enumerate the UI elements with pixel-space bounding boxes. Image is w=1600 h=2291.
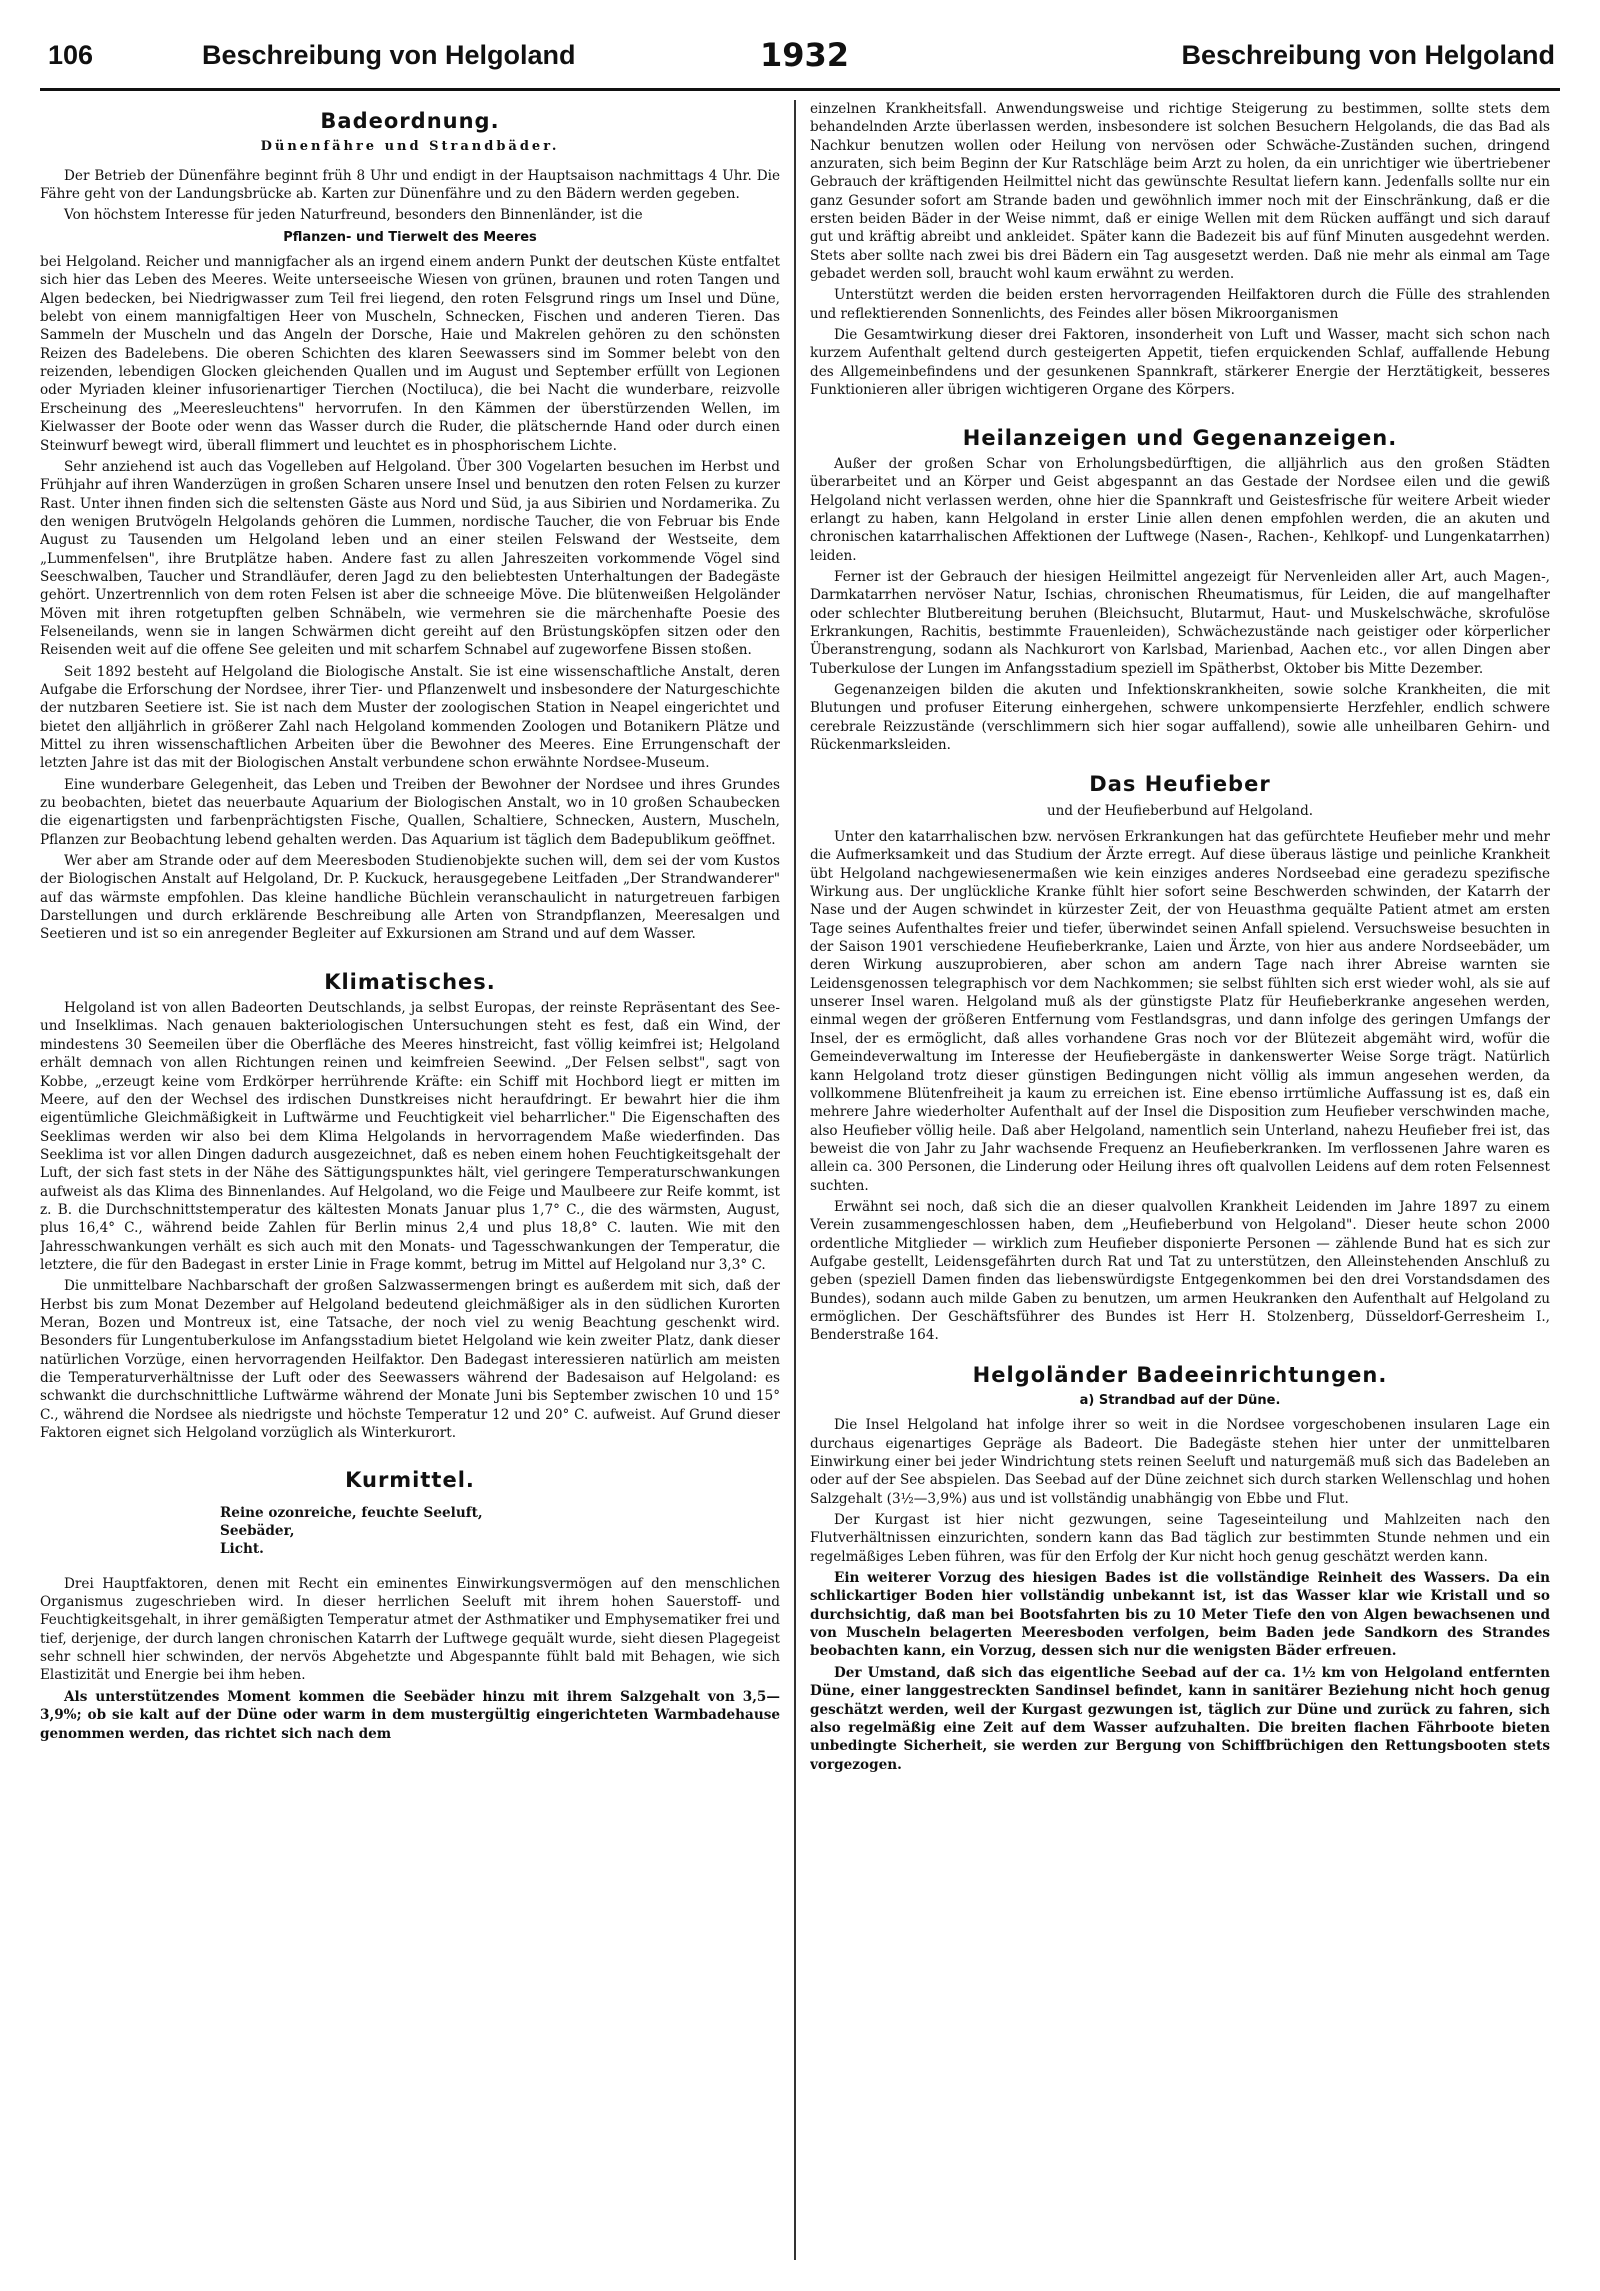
- paragraph: Sehr anziehend ist auch das Vogelleben auf Helgoland. Über 300 Vogelarten besuchen im Herbst und Frühjahr auf ihren Wanderzügen in großen Scharen unsere Insel und benutzen den roten Felsen zu kurzer Rast. Unter ihnen finden sich die seltensten Gäste aus Nord und Süd, ja aus Sibirien und Nordamerika. Zu den wenigen Brutvögeln Helgolands gehören die Lummen, nordische Taucher, die von Februar bis Ende August zu Tausenden um Helgoland leben und an einer steilen Felswand der Westseite, dem „Lummenfelsen", ihre Brutplätze haben. Andere fast zu allen Jahreszeiten vorkommende Vögel sind Seeschwalben, Taucher und Strandläufer, deren Jagd zu den beliebtesten Unterhaltungen der Badegäste gehört. Unzertrennlich von dem roten Felsen ist aber die schneeige Möve. Die blütenweißen Helgoländer Möven mit ihren rotgetupften gelben Schnäbeln, wie vermehren sie die märchenhafte Poesie des Felseneilands, wenn sie in langen Schwärmen dicht gereiht auf den Brüstungsköpfen sitzen oder den Reisenden weit auf die offene See geleiten und mit scharfem Schnabel auf zugeworfene Bissen stoßen.: [40, 458, 780, 659]
- paragraph: Der Betrieb der Dünenfähre beginnt früh 8 Uhr und endigt in der Hauptsaison nachmittags 4 Uhr. Die Fähre geht von der Landungsbrücke ab. Karten zur Dünenfähre und zu den Bädern werden gegeben.: [40, 167, 780, 203]
- paragraph: Als unterstützendes Moment kommen die Seebäder hinzu mit ihrem Salzgehalt von 3,5—3,9%; ob sie kalt auf der Düne oder warm in dem mustergültig eingerichteten Warmbadehause genommen werden, das richtet sich nach dem: [40, 1688, 780, 1742]
- paragraph: Der Kurgast ist hier nicht gezwungen, seine Tageseinteilung und Mahlzeiten nach den Flutverhältnissen einzurichten, sondern kann das Bad täglich zur bestimmten Stunde nehmen und ein regelmäßiges Leben führen, was für den Erfolg der Kur nicht hoch genug geschätzt werden kann.: [810, 1512, 1550, 1565]
- section-heading-badeeinrichtungen: Helgoländer Badeeinrichtungen.: [972, 1362, 1388, 1387]
- paragraph: Unter den katarrhalischen bzw. nervösen Erkrankungen hat das gefürchtete Heufieber mehr und mehr die Aufmerksamkeit und das Studium der Ärzte erregt. Auf diese überaus lästige und peinliche Krankheit übt Helgoland nachgewiesenermaßen wie kein einziges anderes Nordseebad eine geradezu spezifische Wirkung aus. Der unglückliche Kranke fühlt hier sofort seine Beschwerden schwinden, der Katarrh der Nase und der Augen schwindet in kürzester Zeit, der von Heuasthma gequälte Patient atmet am ersten Tage seines Aufenthaltes freier und tiefer, überwindet seinen Anfall spielend. Versuchsweise besuchten in der Saison 1901 verschiedene Heufieberkranke, Laien und Ärzte, von hier aus andere Nordseebäder, um deren Wirkung auszuprobieren, aber schon am andern Tage nach ihrer Abreise warnten sie Leidensgenossen telegraphisch vor dem Nachkommen; sie selbst fühlten sich erst wieder wohl, als sie auf unserer Insel waren. Helgoland muß als der günstigste Platz für Heufieberkranke angesehen werden, einmal wegen der größeren Entfernung vom Festlandsgras, und dann infolge des geringen Umfangs der Insel, der es ermöglicht, daß alles vorhandene Gras noch vor der Blütezeit abgemäht wird, wofür die Gemeindeverwaltung im Interesse der Heufiebergäste in dankenswerter Weise Sorge trägt. Natürlich kann Helgoland trotz dieser günstigen Bedingungen nicht völlig als immun angesehen werden, da vollkommene Blütenfreiheit ja kaum zu erreichen ist. Eine ebenso irrtümliche Auffassung ist es, daß ein mehrere Jahre wiederholter Aufenthalt auf der Insel die Disposition zum Heufieber verschwinden mache, also Heufieber völlig heile. Daß aber Helgoland, namentlich sein Unterland, nahezu Heufieber frei ist, das beweist die von Jahr zu Jahr wachsende Frequenz an Heufieberkranken. Im verflossenen Jahre waren es allein ca. 300 Personen, die Linderung oder Heilung ihres oft qualvollen Leidens auf dem roten Felsennest suchten.: [810, 829, 1550, 1194]
- subheading-strandbad: a) Strandbad auf der Düne.: [1079, 1393, 1281, 1408]
- left-column: [40, 100, 780, 2260]
- subheading-pflanzen-tierwelt: Pflanzen- und Tierwelt des Meeres: [283, 229, 537, 245]
- page-number: 106: [48, 40, 94, 70]
- subheading-duenenfaehre: Dünenfähre und Strandbäder.: [260, 139, 560, 155]
- paragraph: Drei Hauptfaktoren, denen mit Recht ein eminentes Einwirkungsvermögen auf den menschlichen Organismus zugeschrieben wird. In dieser herrlichen Seeluft mit ihrem hohen Sauerstoff- und Feuchtigkeitsgehalt, in ihrer gemäßigten Temperatur atmet der Asthmatiker und Emphysematiker frei und tief, derjenige, der durch langen chronischen Katarrh der Luftwege gequält wurde, sieht diesen Plagegeist sehr schnell hier schwinden, der nervös Abgehetzte und Abgespannte fühlt bald mit Behagen, wie sich Elastizität und Energie bei ihm heben.: [40, 1575, 780, 1684]
- subheading-heufieberbund: und der Heufieberbund auf Helgoland.: [1046, 802, 1314, 819]
- page-header: [40, 30, 1560, 91]
- paragraph: bei Helgoland. Reicher und mannigfacher als an irgend einem andern Punkt der deutschen Küste entfaltet sich hier das Leben des Meeres. Weite unterseeische Wiesen von grünen, braunen und roten Tangen und Algen bedecken, bei Niedrigwasser zum Teil frei liegend, den roten Felsgrund rings um Insel und Düne, belebt von einem mannigfaltigen Heer von Muscheln, Schnecken, Fischen und anderen Tieren. Das Sammeln der Muscheln und das Angeln der Dorsche, Haie und Makrelen gehören zu den schönsten Reizen des Badelebens. Die oberen Schichten des klaren Seewassers sind im Sommer belebt von den reizenden, lebendigen Glocken gleichenden Quallen und im August und September erfüllt von Legionen oder Myriaden kleiner infusorienartiger Tierchen (Noctiluca), die bei Nacht die wunderbare, reizvolle Erscheinung des „Meeresleuchtens" hervorrufen. In den Kämmen der überstürzenden Wellen, im Kielwasser der Boote oder wenn das Wasser durch die Ruder, die plätschernde Hand oder durch einen Steinwurf bewegt wird, überall flimmert und leuchtet es in phosphorischem Lichte.: [40, 254, 780, 454]
- paragraph: Seit 1892 besteht auf Helgoland die Biologische Anstalt. Sie ist eine wissenschaftliche Anstalt, deren Aufgabe die Erforschung der Nordsee, ihrer Tier- und Pflanzenwelt und insbesondere der Naturgeschichte der nutzbaren Seetiere ist. Sie ist nach dem Muster der zoologischen Station in Neapel eingerichtet und bietet den alljährlich in größerer Zahl nach Helgoland kommenden Zoologen und Botanikern Plätze und Mittel zu ihren wissenschaftlichen Arbeiten über die Bewohner des Meeres. Eine Errungenschaft der letzten Jahre ist das mit der Biologischen Anstalt verbundene schon erwähnte Nordsee-Museum.: [40, 663, 780, 772]
- paragraph: Die Gesamtwirkung dieser drei Faktoren, insonderheit von Luft und Wasser, macht sich schon nach kurzem Aufenthalt geltend durch gesteigerten Appetit, tiefen erquickenden Schlaf, auffallende Hebung des Allgemeinbefindens und der gesunkenen Spannkraft, stärkerer Energie der Herztätigkeit, besseres Funktionieren aller übrigen wichtigeren Organe des Körpers.: [810, 327, 1550, 399]
- newspaper-page: [40, 30, 1560, 2270]
- paragraph: Eine wunderbare Gelegenheit, das Leben und Treiben der Bewohner der Nordsee und ihres Grundes zu beobachten, bietet das neuerbaute Aquarium der Biologischen Anstalt, wo in 10 großen Schaubecken die eigenartigsten und farbenprächtigsten Fische, Quallen, Schaltiere, Schnecken, Austern, Muscheln, Pflanzen zur Beobachtung lebend gehalten werden. Das Aquarium ist täglich dem Badepublikum geöffnet.: [40, 776, 780, 848]
- paragraph: Helgoland ist von allen Badeorten Deutschlands, ja selbst Europas, der reinste Repräsentant des See- und Inselklimas. Nach genauen bakteriologischen Untersuchungen steht es fest, daß ein Wind, der mindestens 30 Seemeilen über die Oberfläche des Meeres hinstreicht, fast völlig keimfrei ist; Helgoland erhält demnach von allen Richtungen reinen und keimfreien Seewind. „Der Felsen selbst", sagt von Kobbe, „erzeugt keine vom Erdkörper herrührende Kräfte: ein Schiff mit Hochbord liegt er mitten im Meere, auf den der Wechsel des irdischen Dunstkreises nicht heraufdringt. Er bewahrt hier die ihm eigentümliche Gleichmäßigkeit in Luftwärme und Feuchtigkeit viel beharrlicher." Die Eigenschaften des Seeklimas werden wir also bei dem Klima Helgolands in hervorragendem Maße wiederfinden. Das Seeklima ist vor allen Dingen dadurch ausgezeichnet, daß es neben einem hohen Feuchtigkeitsgehalt der Luft, der sich fast stets in der Nähe des Sättigungspunktes hält, viel geringere Temperaturschwankungen aufweist als das Klima des Binnenlandes. Auf Helgoland, wo die Feige und Maulbeere zur Reife kommt, ist z. B. die Durchschnittstemperatur des kältesten Monats Januar plus 1,7° C., die des wärmsten, August, plus 16,4° C., während beide Zahlen für Berlin minus 2,4 und plus 18,8° C. lauten. Wie mit den Jahresschwankungen verhält es sich auch mit den Monats- und Tagesschwankungen der Temperatur, die letztere, die für den Badegast in erster Linie in Frage kommt, betrug im Mittel auf Helgoland nur 3,3° C.: [40, 1000, 780, 1273]
- right-column: [810, 100, 1550, 2260]
- section-heading-heilanzeigen: Heilanzeigen und Gegenanzeigen.: [962, 425, 1398, 450]
- running-title-left: Beschreibung von Helgoland: [202, 40, 576, 70]
- list-item: Licht.: [220, 1541, 264, 1558]
- paragraph: Die Insel Helgoland hat infolge ihrer so weit in die Nordsee vorgeschobenen insularen Lage ein durchaus eigenartiges Gepräge als Badeort. Die Badegäste stehen hier unter der unmittelbaren Einwirkung einer bei jeder Windrichtung stets reinen Seeluft und naturgemäß muß sich das Badeleben an oder auf der See abspielen. Das Seebad auf der Düne zeichnet sich durch starken Wellenschlag und hohen Salzgehalt (3½—3,9%) aus und ist vollständig unabhängig von Ebbe und Flut.: [810, 1417, 1550, 1507]
- section-heading-klimatisches: Klimatisches.: [324, 969, 496, 994]
- paragraph: Gegenanzeigen bilden die akuten und Infektionskrankheiten, sowie solche Krankheiten, die mit Blutungen und profuser Eiterung einhergehen, schwere unkompensierte Herzfehler, endlich schwere cerebrale Reizzustände (verschlimmern sich hier sogar auffallend), sowie alle unheilbaren Gehirn- und Rückenmarksleiden.: [810, 681, 1550, 753]
- paragraph: Erwähnt sei noch, daß sich die an dieser qualvollen Krankheit Leidenden im Jahre 1897 zu einem Verein zusammengeschlossen haben, dem „Heufieberbund von Helgoland". Dieser heute schon 2000 ordentliche Mitglieder — wirklich zum Heufieber disponierte Personen — zählende Bund hat es sich zur Aufgabe gestellt, Leidensgefährten durch Rat und Tat zu unterstützen, den Alleinstehenden Anschluß zu geben (speziell Damen finden das liebenswürdigste Entgegenkommen bei den drei Vorstandsdamen des Bundes), sodann auch milde Gaben zu benutzen, um armen Heukranken den Aufenthalt auf Helgoland zu ermöglichen. Der Geschäftsführer des Bundes ist Herr H. Stolzenberg, Düsseldorf-Gerresheim I., Benderstraße 164.: [810, 1198, 1550, 1344]
- year-label: 1932: [760, 36, 850, 74]
- paragraph: Ferner ist der Gebrauch der hiesigen Heilmittel angezeigt für Nervenleiden aller Art, auch Magen-, Darmkatarrhen nervöser Natur, Ischias, chronischen Rheumatismus, für Leiden, die auf mangelhafter oder schlechter Blutbereitung beruhen (Bleichsucht, Blutarmut, Haut- und Muskelschwäche, skrofulöse Erkrankungen, Rachitis, bestimmte Frauenleiden), Schwächezustände nach geistiger oder körperlicher Überanstrengung, sodann als Nachkurort von Karlsbad, Marienbad, Aachen etc., vor allen Dingen aber Tuberkulose der Lungen im Anfangsstadium speziell im Spätherbst, Oktober bis Mitte Dezember.: [810, 568, 1550, 677]
- paragraph: Ein weiterer Vorzug des hiesigen Bades ist die vollständige Reinheit des Wassers. Da ein schlickartiger Boden hier vollständig unbekannt ist, ist das Wasser klar wie Kristall und so durchsichtig, daß man bei Bootsfahrten bis zu 10 Meter Tiefe den von Algen bewachsenen und von Muscheln belagerten Meeresboden verfolgen, beim Baden jede Sandkorn des Strandes beobachten kann, ein Vorzug, dessen sich nur die wenigsten Bäder erfreuen.: [810, 1570, 1550, 1660]
- paragraph: Außer der großen Schar von Erholungsbedürftigen, die alljährlich aus den großen Städten überarbeitet und an Körper und Geist abgespannt an das Gestade der Nordsee eilen und die gewiß Helgoland nicht verlassen werden, ohne hier die Spannkraft und Geistesfrische für weitere Arbeit wieder erlangt zu haben, kann Helgoland in erster Linie allen denen empfohlen werden, die an akuten und chronischen katarrhalischen Affektionen der Luftwege (Nasen-, Rachen-, Kehlkopf- und Lungenkatarrhen) leiden.: [810, 455, 1550, 564]
- paragraph: einzelnen Krankheitsfall. Anwendungsweise und richtige Steigerung zu bestimmen, sollte stets dem behandelnden Arzte überlassen werden, insbesondere ist solchen Besuchern Helgolands, die das Bad als Nachkur benutzen wollen oder Heilung von nervösen oder Schwäche-Zuständen suchen, dringend anzuraten, sich beim Beginn der Kur Ratschläge beim Arzt zu holen, da ein unrichtiger wie übertriebener Gebrauch der kräftigenden Heilmittel nicht das gewünschte Resultat liefern kann. Jedenfalls sollte nur ein ganz Gesunder sofort am Strande baden und gewöhnlich immer noch mit der Einschränkung, daß er die ersten beiden Bäder in der Weise nimmt, daß er einige Wellen mit dem Rücken auffängt und sich darauf gut und kräftig abreibt und ankleidet. Später kann die Badezeit bis auf fünf Minuten ausgedehnt werden. Stets aber sollte nach zwei bis drei Bädern ein Tag ausgesetzt werden. Daß nie mehr als einmal am Tage gebadet werden soll, braucht wohl kaum erwähnt zu werden.: [810, 101, 1550, 283]
- section-heading-heufieber: Das Heufieber: [1089, 772, 1271, 797]
- list-item: Seebäder,: [220, 1523, 295, 1540]
- kurmittel-list: [220, 1504, 780, 1559]
- paragraph: Der Umstand, daß sich das eigentliche Seebad auf der ca. 1½ km von Helgoland entfernten Düne, einer langgestreckten Sandinsel befindet, kann in sanitärer Beziehung nicht hoch genug geschätzt werden, weil der Kurgast gezwungen ist, täglich zur Düne und zurück zu fahren, sich also regelmäßig eine Zeit auf dem Wasser aufzuhalten. Die breiten flachen Fährboote bieten unbedingte Sicherheit, sie werden zur Bergung von Schiffbrüchigen den Rettungsbooten stets vorgezogen.: [810, 1664, 1550, 1773]
- paragraph: Unterstützt werden die beiden ersten hervorragenden Heilfaktoren durch die Fülle des strahlenden und reflektierenden Sonnenlichts, des Feindes aller bösen Mikroorganismen: [810, 287, 1550, 322]
- running-title-right: Beschreibung von Helgoland: [1181, 40, 1555, 70]
- paragraph: Wer aber am Strande oder auf dem Meeresboden Studienobjekte suchen will, dem sei der vom Kustos der Biologischen Anstalt auf Helgoland, Dr. P. Kuckuck, herausgegebene Leitfaden „Der Strandwanderer" auf das wärmste empfohlen. Das kleine handliche Büchlein veranschaulicht in naturgetreuen farbigen Darstellungen und durch erklärende Beschreibung alle Arten von Strandpflanzen, Meeresalgen und Seetieren und ist so ein anregender Begleiter auf Exkursionen am Strand und auf dem Wasser.: [40, 853, 780, 943]
- paragraph: Von höchstem Interesse für jeden Naturfreund, besonders den Binnenländer, ist die: [64, 207, 643, 224]
- column-divider: [794, 100, 796, 2260]
- section-heading-kurmittel: Kurmittel.: [345, 1468, 475, 1493]
- section-heading-badeordnung: Badeordnung.: [320, 109, 500, 133]
- list-item: Reine ozonreiche, feuchte Seeluft,: [220, 1504, 483, 1521]
- paragraph: Die unmittelbare Nachbarschaft der großen Salzwassermengen bringt es außerdem mit sich, daß der Herbst bis zum Monat Dezember auf Helgoland bedeutend gleichmäßiger als in den südlichen Kurorten Meran, Bozen und Montreux ist, eine Tatsache, der noch viel zu wenig Beachtung geschenkt wird. Besonders für Lungentuberkulose im Anfangsstadium bietet Helgoland wie kein zweiter Platz, dank dieser natürlichen Vorzüge, einen hervorragenden Heilfaktor. Den Badegast interessieren natürlich am meisten die Temperaturverhältnisse der Luft oder des Seewassers während der Badesaison auf Helgoland: es schwankt die durchschnittliche Luftwärme während der Monate Juni bis September zwischen 10 und 15° C., während die Nordsee als niedrigste und höchste Temperatur 12 und 20° C. aufweist. Auf Grund dieser Faktoren eignet sich Helgoland vorzüglich als Winterkurort.: [40, 1278, 780, 1442]
